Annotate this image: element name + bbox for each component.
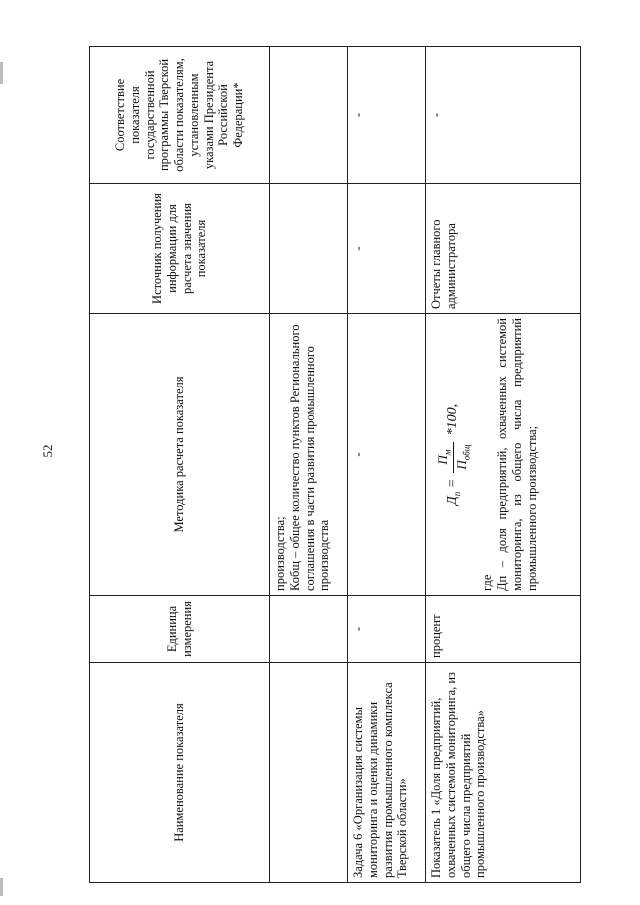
page-number: 52	[40, 444, 55, 458]
method-line: Кобщ – общее количество пунктов Регионального соглашения в части развития промышленного производства	[287, 324, 332, 591]
formula-denominator	[454, 442, 472, 473]
cell-unit: -	[348, 596, 426, 663]
formula	[429, 318, 476, 591]
method-line: производства;	[273, 516, 287, 591]
cell-name: Показатель 1 «Доля предприятий, охваченных системой мониторинга, из общего числа предприятий промышленного производства»	[426, 663, 581, 883]
scan-edge-mark	[0, 62, 3, 84]
formula-lhs-subscript: п	[451, 491, 462, 497]
formula-num-symbol: П	[435, 455, 450, 465]
scan-edge-mark	[0, 878, 3, 896]
indicator-table	[89, 46, 581, 883]
cell-method	[426, 314, 581, 596]
cell-method: -	[348, 314, 426, 596]
table-row-continuation	[270, 47, 348, 883]
formula-den-subscript: общ	[461, 444, 472, 461]
cell-compliance: -	[348, 47, 426, 184]
cell-name	[270, 663, 348, 883]
table-frame	[89, 47, 581, 883]
formula-explanation: Дп – доля предприятий, охваченных системой мониторинга, из общего числа предприятий промышленного производства;	[495, 318, 539, 591]
cell-unit: процент	[426, 596, 581, 663]
header-name: Наименование показателя	[90, 663, 270, 883]
cell-name: Задача 6 «Организация системы мониторинга и оценки динамики развития промышленного комплекса Тверской области»	[348, 663, 426, 883]
formula-lhs: $Д_п$ =	[445, 478, 462, 506]
cell-unit	[270, 596, 348, 663]
formula-tail: *100,	[445, 403, 461, 436]
table-header-row	[90, 47, 270, 883]
formula-num-subscript: м	[442, 449, 453, 456]
header-method: Методика расчета показателя	[90, 314, 270, 596]
cell-compliance	[270, 47, 348, 184]
formula-fraction	[435, 442, 472, 473]
table-row-task	[348, 47, 426, 883]
header-unit: Единица измерения	[90, 596, 270, 663]
cell-method	[270, 314, 348, 596]
rotated-table-container	[89, 47, 581, 883]
formula-numerator	[435, 442, 454, 473]
table-row-indicator	[426, 47, 581, 883]
cell-compliance: -	[426, 47, 581, 184]
cell-source: -	[348, 184, 426, 314]
formula-where: где	[480, 574, 495, 591]
header-source: Источник получения информации для расчета значения показателя	[90, 184, 270, 314]
cell-source: Отчеты главного администратора	[426, 184, 581, 314]
formula-den-symbol: П	[454, 460, 470, 470]
header-compliance: Соответствие показателя государственной программы Тверской области показателям, установленным указами Президента Российской Федерации*	[90, 47, 270, 184]
cell-source	[270, 184, 348, 314]
formula-lhs-symbol: Д	[445, 496, 460, 506]
